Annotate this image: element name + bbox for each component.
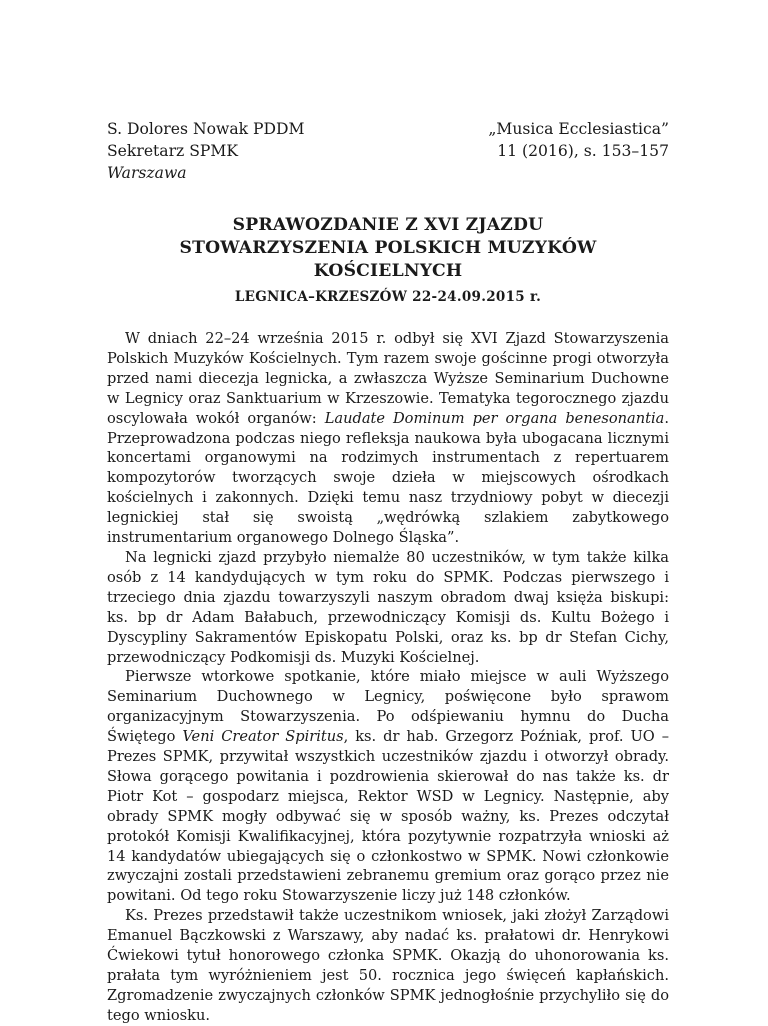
- paragraph-2: Na legnicki zjazd przybyło niemalże 80 uczestników, w tym także kilka osób z 14 kandydujących w tym roku do SPMK. Podczas pierwszego i trzeciego dnia zjazdu towarzyszyli naszym obradom dwaj księża biskupi: ks. bp dr Adam Bałabuch, przewodniczący Komisji ds. Kultu Bożego i Dyscypliny Sakramentów Episkopatu Polski, oraz ks. bp dr Stefan Cichy, przewodniczący Podkomisji ds. Muzyki Kościelnej.: [107, 548, 669, 666]
- paragraph-3-text-a: Pierwsze wtorkowe spotkanie, które miało miejsce w auli Wyższego Seminarium Duchownego w Legnicy, poświęcone było sprawom organizacyjnym Stowarzyszenia. Po odśpiewaniu hymnu do Ducha Świętego: [107, 668, 669, 746]
- author-role: Sekretarz SPMK: [107, 142, 239, 160]
- title-line-1: SPRAWOZDANIE Z XVI ZJAZDU: [232, 215, 544, 235]
- title-line-2: STOWARZYSZENIA POLSKICH MUZYKÓW KOŚCIELNYCH: [179, 238, 597, 281]
- header: [107, 118, 669, 184]
- author-place: Warszawa: [107, 164, 187, 182]
- paragraph-1-italic: Laudate Dominum per organa benesonantia: [324, 409, 665, 427]
- article-title: [107, 214, 669, 307]
- document-page: [107, 118, 669, 1026]
- paragraph-3: [107, 667, 669, 906]
- paragraph-3-italic: Veni Creator Spiritus: [182, 728, 344, 746]
- journal-block: [488, 118, 669, 184]
- author-name: S. Dolores Nowak PDDM: [107, 120, 305, 138]
- paragraph-1-text-a: W dniach 22–24 września 2015 r. odbył się XVI Zjazd Stowarzyszenia Polskich Muzyków Kościelnych. Tym razem swoje gościnne progi otworzyła przed nami diecezja legnicka, a zwłaszcza Wyższe Seminarium Duchowne w Legnicy oraz Sanktuarium w Krzeszowie. Tematyka tegorocznego zjazdu oscylowała wokół organów:: [107, 330, 669, 427]
- article-body: [107, 329, 669, 1026]
- author-block: [107, 118, 305, 184]
- journal-title: „Musica Ecclesiastica”: [488, 120, 669, 138]
- paragraph-1: [107, 329, 669, 548]
- journal-issue: 11 (2016), s. 153–157: [497, 142, 669, 160]
- title-subtitle: LEGNICA–KRZESZÓW 22-24.09.2015 r.: [234, 289, 542, 305]
- paragraph-1-text-b: . Przeprowadzona podczas niego refleksja naukowa była ubogacana licznymi koncertami organowymi na rodzimych instrumentach z repertuarem kompozytorów tworzących swoje dzieła w miejscowych ośrodkach kościelnych i zakonnych. Dzięki temu nasz trzydniowy pobyt w diecezji legnickiej stał się swoistą „wędrówką szlakiem zabytkowego instrumentarium organowego Dolnego Śląska”.: [107, 409, 669, 547]
- paragraph-3-text-b: , ks. dr hab. Grzegorz Poźniak, prof. UO – Prezes SPMK, przywitał wszystkich uczestników zjazdu i otworzył obrady. Słowa gorącego powitania i pozdrowienia skierował do nas także ks. dr Piotr Kot – gospodarz miejsca, Rektor WSD w Legnicy. Następnie, aby obrady SPMK mogły odbywać się w sposób ważny, ks. Prezes odczytał protokół Komisji Kwalifikacyjnej, która pozytywnie rozpatrzyła wnioski aż 14 kandydatów ubiegających się o członkostwo w SPMK. Nowi członkowie zwyczajni zostali przedstawieni zebranemu gremium oraz gorąco przez nie powitani. Od tego roku Stowarzyszenie liczy już 148 członków.: [107, 728, 669, 905]
- paragraph-4: Ks. Prezes przedstawił także uczestnikom wniosek, jaki złożył Zarządowi Emanuel Bączkowski z Warszawy, aby nadać ks. prałatowi dr. Henrykowi Ćwiekowi tytuł honorowego członka SPMK. Okazją do uhonorowania ks. prałata tym wyróżnieniem jest 50. rocznica jego święceń kapłańskich. Zgromadzenie zwyczajnych członków SPMK jednogłośnie przychyliło się do tego wniosku.: [107, 907, 669, 1024]
